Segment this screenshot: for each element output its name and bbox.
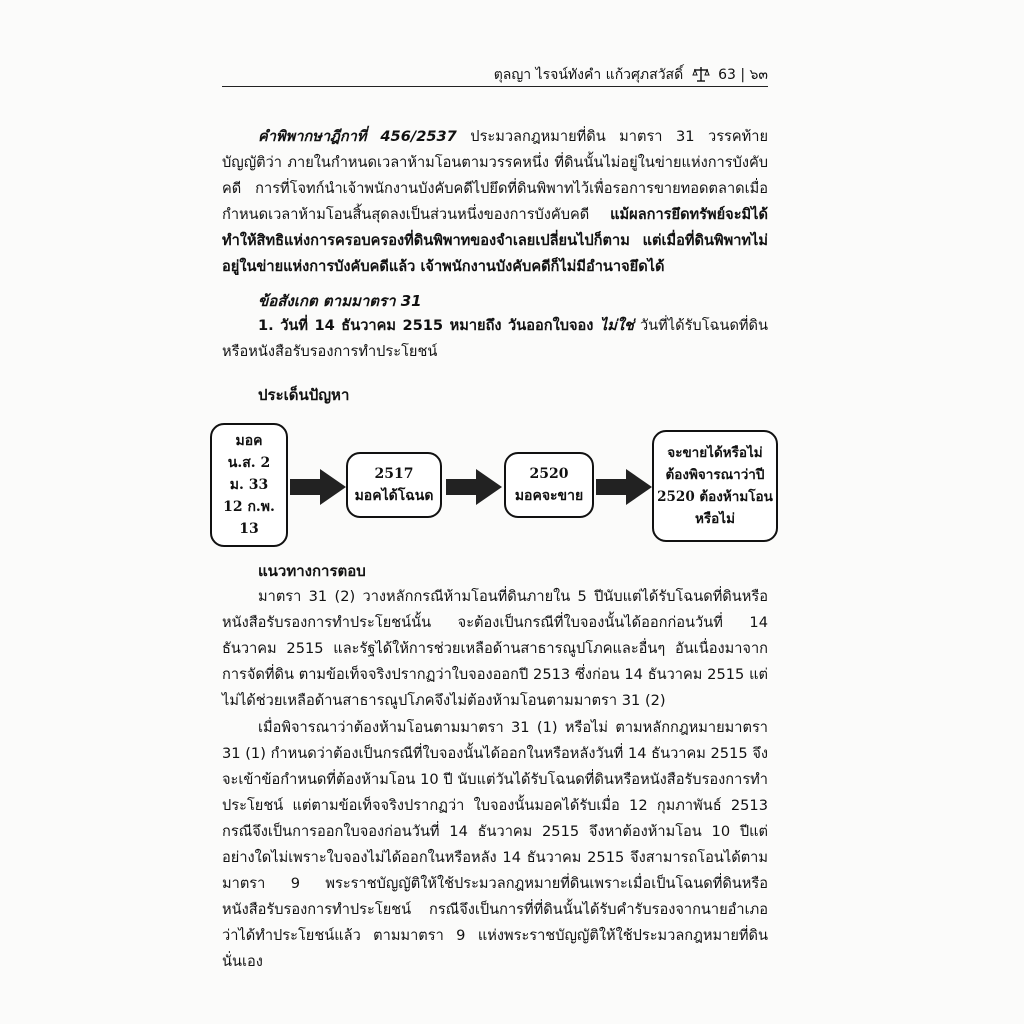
observation-item-rest: วันที่ได้รับโฉนดที่ดินหรือหนังสือรับรองการทำประโยชน์ bbox=[222, 317, 769, 360]
observation-item-not: ไม่ใช่ bbox=[599, 317, 634, 334]
flow-box1-line: น.ส. 2 bbox=[227, 455, 271, 471]
flow-box-2517 bbox=[346, 452, 442, 518]
answer-heading: แนวทางการตอบ bbox=[258, 562, 366, 580]
flow-box4-line: หรือไม่ bbox=[695, 511, 735, 527]
answer-text-2: เมื่อพิจารณาว่าต้องห้ามโอนตามมาตรา 31 (1) หรือไม่ ตามหลักกฎหมายมาตรา 31 (1) กำหนดว่าต้องเป็นกรณีที่ใบจองนั้นได้ออกในหรือหลังวันที่ 14 ธันวาคม 2515 จึงจะเข้าข้อกำหนดที่ต้องห้ามโอน 10 ปี นับแต่วันได้รับโฉนดที่ดินหรือหนังสือรับรองการทำประโยชน์ แต่ตามข้อเท็จจริงปรากฏว่า ใบจองนั้นมอคได้รับเมื่อ 12 กุมภาพันธ์ 2513 กรณีจึงเป็นการออกใบจองก่อนวันที่ 14 ธันวาคม 2515 จึงหาต้องห้ามโอน 10 ปีแต่อย่างใดไม่เพราะใบจองไม่ได้ออกในหรือหลัง 14 ธันวาคม 2515 จึงสามารถโอนได้ตามมาตรา 9 พระราชบัญญัติให้ใช้ประมวลกฎหมายที่ดินเพราะเมื่อเป็นโฉนดที่ดินหรือหนังสือรับรองการทำประโยชน์ กรณีจึงเป็นการที่ที่ดินนั้นได้รับคำรับรองจากนายอำเภอว่าได้ทำประโยชน์แล้ว ตามมาตรา 9 แห่งพระราชบัญญัติให้ใช้ประมวลกฎหมายที่ดินนั่นเอง bbox=[222, 719, 768, 970]
header-author: ตุลญา ไรจน์ทังคำ แก้วศุภสวัสดิ์ bbox=[493, 67, 684, 83]
flow-box2-line: มอคได้โฉนด bbox=[354, 488, 434, 504]
header-page-number: 63 | ๖๓ bbox=[718, 67, 768, 83]
flow-box4-line: จะขายได้หรือไม่ bbox=[667, 445, 763, 461]
flow-box1-line: 12 ก.พ. 13 bbox=[223, 499, 275, 537]
flow-box3-line: 2520 bbox=[529, 466, 569, 482]
flow-box-2520 bbox=[504, 452, 594, 518]
flow-box-question bbox=[652, 430, 778, 542]
flow-box1-line: ม. 33 bbox=[229, 477, 269, 493]
issue-heading: ประเด็นปัญหา bbox=[258, 386, 350, 404]
flow-arrow-right-icon bbox=[596, 469, 652, 505]
case-reference: คำพิพากษาฎีกาที่ 456/2537 bbox=[258, 128, 457, 145]
case-bold-text: แม้ผลการยึดทรัพย์จะมิได้ทำให้สิทธิแห่งการครอบครองที่ดินพิพาทของจำเลยเปลี่ยนไปก็ตาม แต่เมื่อที่ดินพิพาทไม่อยู่ในข่ายแห่งการบังคับคดีแล้ว เจ้าพนักงานบังคับคดีก็ไม่มีอำนาจยึดได้ bbox=[222, 206, 768, 275]
flow-box4-line: ต้องพิจารณาว่าปี bbox=[665, 467, 765, 483]
flow-arrow-right-icon bbox=[290, 469, 346, 505]
flow-box4-line: 2520 ต้องห้ามโอน bbox=[657, 489, 773, 505]
flow-box2-line: 2517 bbox=[374, 466, 414, 482]
answer-paragraph-2 bbox=[222, 715, 768, 975]
answer-paragraph-1 bbox=[222, 584, 768, 714]
observation-item-1 bbox=[222, 313, 768, 365]
flow-box3-line: มอคจะขาย bbox=[514, 488, 584, 504]
answer-text-1: มาตรา 31 (2) วางหลักกรณีห้ามโอนที่ดินภายใน 5 ปีนับแต่ได้รับโฉนดที่ดินหรือหนังสือรับรองการทำประโยชน์นั้น จะต้องเป็นกรณีที่ใบจองนั้นได้ออกก่อนวันที่ 14 ธันวาคม 2515 และรัฐได้ให้การช่วยเหลือด้านสาธารณูปโภคและอื่นๆ อันเนื่องมาจากการจัดที่ดิน ตามข้อเท็จจริงปรากฏว่าใบจองออกปี 2513 ซึ่งก่อน 14 ธันวาคม 2515 แต่ไม่ได้ช่วยเหลือด้านสาธารณูปโภคจึงไม่ต้องห้ามโอนตามมาตรา 31 (2) bbox=[222, 588, 768, 709]
case-text: ประมวลกฎหมายที่ดิน มาตรา 31 วรรคท้าย บัญญัติว่า ภายในกำหนดเวลาห้ามโอนตามวรรคหนึ่ง ที่ดินนั้นไม่อยู่ในข่ายแห่งการบังคับคดี การที่โจทก์นำเจ้าพนักงานบังคับคดีไปยึดที่ดินพิพาทไว้เพื่อรอการขายทอดตลาดเมื่อกำหนดเวลาห้ามโอนสิ้นสุดลงเป็นส่วนหนึ่งของการบังคับคดี bbox=[222, 128, 769, 223]
flow-box1-line: มอค bbox=[235, 433, 263, 449]
scales-of-justice-icon bbox=[692, 66, 710, 82]
flow-box-moc-title-deed bbox=[210, 423, 288, 547]
observation-item-bold: 1. วันที่ 14 ธันวาคม 2515 หมายถึง วันออกใบจอง bbox=[258, 317, 600, 334]
observation-heading: ข้อสังเกต ตามมาตรา 31 bbox=[258, 292, 422, 310]
flow-arrow-right-icon bbox=[446, 469, 502, 505]
running-header bbox=[222, 64, 768, 87]
paragraph-case-ruling bbox=[222, 124, 768, 280]
